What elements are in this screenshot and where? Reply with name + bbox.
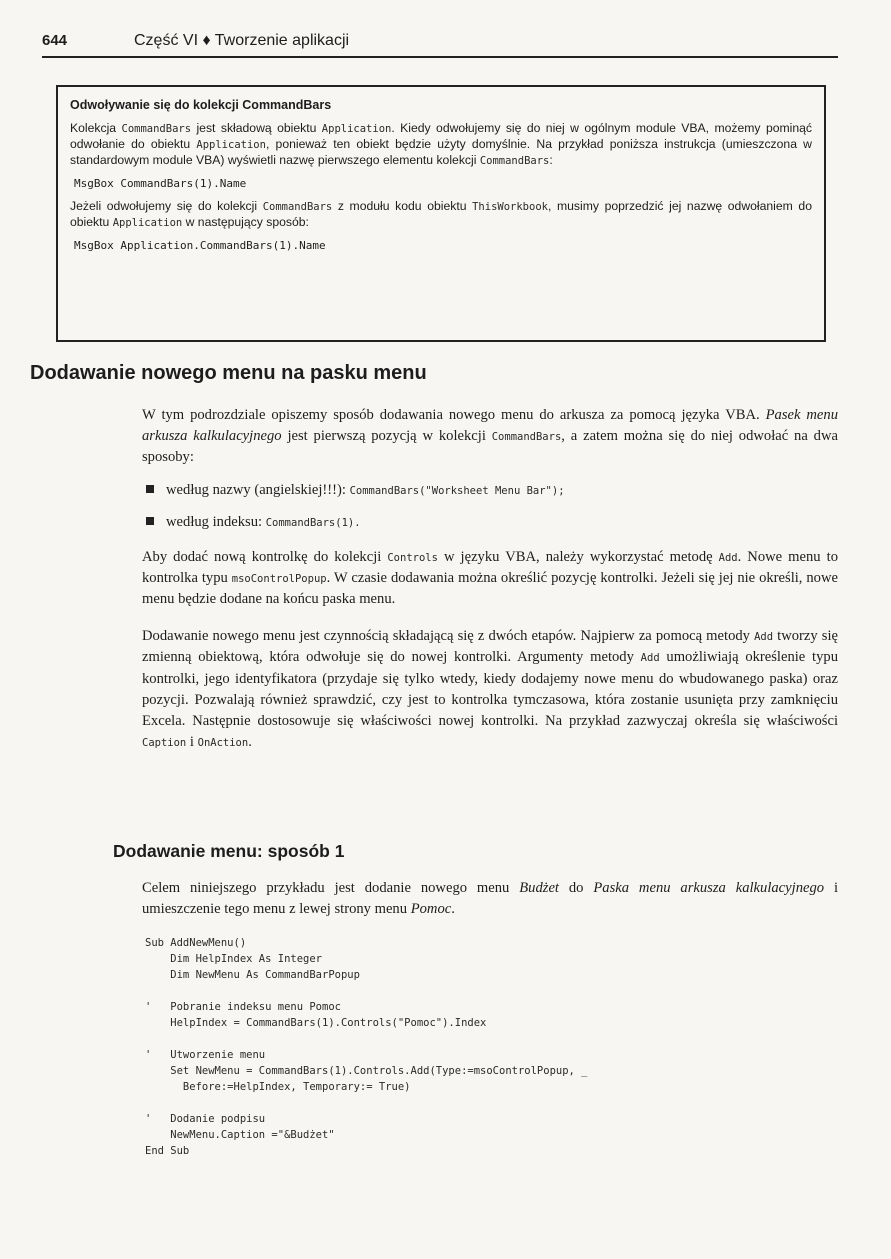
emphasis-text: Paska menu arkusza kalkulacyjnego xyxy=(593,880,825,896)
inline-code: Caption xyxy=(142,737,187,750)
text-run: , musimy poprzedzić jej nazwę odwołaniem do obiektu xyxy=(70,199,812,229)
text-run: Celem niniejszego przykładu jest dodanie nowego menu xyxy=(142,880,520,896)
text-run: jest składową obiektu xyxy=(191,121,322,136)
subsection-heading: Dodawanie menu: sposób 1 xyxy=(113,841,345,861)
sidebar-box xyxy=(56,85,826,342)
subsection-intro xyxy=(142,878,838,920)
text-run: jest pierwszą pozycją w kolekcji xyxy=(281,428,492,445)
section-body xyxy=(142,405,838,769)
inline-code: Application xyxy=(196,139,266,152)
text-run: . Kiedy odwołujemy się do niej w ogólnym module VBA, możemy pominąć odwołanie do obiektu xyxy=(70,121,813,152)
code-line: Sub AddNewMenu() xyxy=(145,937,247,949)
text-run: w następujący sposób: xyxy=(182,214,309,229)
inline-code: OnAction xyxy=(197,737,249,750)
bullet-text: według nazwy (angielskiej!!!): xyxy=(166,482,350,499)
running-title: Część VI ♦ Tworzenie aplikacji xyxy=(134,32,350,49)
emphasis-text: Pomoc xyxy=(410,901,452,918)
bullet-text: według indeksu: xyxy=(166,513,266,530)
text-run: . Nowe menu to kontrolka typu xyxy=(142,548,838,586)
text-run: . xyxy=(248,734,252,751)
section-paragraph-3 xyxy=(142,626,838,753)
code-line: NewMenu.Caption ="&Budżet" xyxy=(145,1129,335,1141)
code-line: Set NewMenu = CommandBars(1).Controls.Add(Type:=msoControlPopup, _ xyxy=(145,1065,588,1077)
sidebar-title: Odwoływanie się do kolekcji CommandBars xyxy=(70,98,332,112)
sidebar-paragraph-2 xyxy=(70,199,812,231)
inline-code: ThisWorkbook xyxy=(472,201,548,214)
emphasis-text: Pasek menu arkusza kalkulacyjnego xyxy=(142,407,839,445)
inline-code: CommandBars xyxy=(262,201,333,214)
sidebar-code-1: MsgBox CommandBars(1).Name xyxy=(74,176,247,190)
text-run: Aby dodać nową kontrolkę do kolekcji xyxy=(142,548,388,565)
inline-code: Application xyxy=(321,123,392,136)
code-line: ' Dodanie podpisu xyxy=(145,1113,266,1125)
text-run: . W czasie dodawania można określić pozycję kontrolki. Jeżeli się jej nie określi, nowe menu będzie dodane na końcu paska menu. xyxy=(142,569,838,608)
text-run: Dodawanie nowego menu jest czynnością składającą się z dwóch etapów. Najpierw za pomocą metody xyxy=(142,628,755,645)
section-paragraph-1 xyxy=(142,405,838,468)
bullet-item xyxy=(146,512,838,533)
sidebar-paragraph-1 xyxy=(70,121,812,169)
text-run: Jeżeli odwołujemy się do kolekcji xyxy=(70,199,263,214)
text-run: , a zatem można się do niej odwołać na dwa sposoby: xyxy=(142,428,838,466)
text-run: . xyxy=(451,901,455,918)
bullet-code: CommandBars(1). xyxy=(265,516,361,529)
code-line: End Sub xyxy=(145,1145,190,1157)
code-line: Before:=HelpIndex, Temporary:= True) xyxy=(145,1081,411,1093)
inline-code: Add xyxy=(640,652,660,665)
text-run: do xyxy=(558,880,594,896)
text-run: tworzy się zmienną obiektową, która odwołuje się do nowej kontrolki. Argumenty metody xyxy=(142,628,838,666)
page-number: 644 xyxy=(42,32,68,49)
page-header xyxy=(42,30,838,60)
inline-code: Add xyxy=(754,631,774,644)
text-run: w języku VBA, należy wykorzystać metodę xyxy=(437,548,719,565)
code-listing xyxy=(145,935,588,1159)
inline-code: Add xyxy=(718,551,738,564)
emphasis-text: Budżet xyxy=(519,880,559,896)
text-run: Kolekcja xyxy=(70,121,122,136)
header-rule xyxy=(42,56,838,58)
sidebar-code-2: MsgBox Application.CommandBars(1).Name xyxy=(74,238,326,252)
inline-code: CommandBars xyxy=(491,431,562,444)
code-line: Dim HelpIndex As Integer xyxy=(145,953,323,965)
text-run: , ponieważ ten obiekt będzie użyty domyślnie. Na przykład poniższa instrukcja (umieszczona w standardowym module VBA) wyświetli nazwę pierwszego elementu kolekcji xyxy=(70,137,812,167)
code-line: Dim NewMenu As CommandBarPopup xyxy=(145,969,360,981)
text-run: i umieszczenie tego menu z lewej strony menu xyxy=(142,880,839,918)
section-heading: Dodawanie nowego menu na pasku menu xyxy=(30,362,427,384)
code-line: ' Utworzenie menu xyxy=(145,1049,266,1061)
text-run: z modułu kodu obiektu xyxy=(332,199,473,214)
text-run: W tym podrozdziale opiszemy sposób dodawania nowego menu do arkusza za pomocą języka VBA. xyxy=(142,407,766,423)
section-paragraph-2 xyxy=(142,547,838,610)
code-line: ' Pobranie indeksu menu Pomoc xyxy=(145,1001,341,1013)
inline-code: CommandBars xyxy=(121,123,192,136)
code-line: HelpIndex = CommandBars(1).Controls("Pomoc").Index xyxy=(145,1017,487,1029)
bullet-list xyxy=(146,480,838,532)
inline-code: CommandBars xyxy=(479,154,550,167)
inline-code: msoControlPopup xyxy=(231,572,327,585)
bullet-code: CommandBars("Worksheet Menu Bar"); xyxy=(349,485,565,498)
inline-code: Application xyxy=(112,216,183,229)
bullet-item xyxy=(146,480,838,501)
text-run: i xyxy=(186,734,198,751)
text-run: : xyxy=(549,152,553,167)
inline-code: Controls xyxy=(387,551,438,564)
text-run: umożliwiają określenie typu kontrolki, jego identyfikatora (przydaje się tylko wtedy, kiedy dodajemy nowe menu do wbudowanego paska) oraz pozycji. Pozwalają również sprawdzić, czy jest to kontrolka tymczasowa, która zostanie usunięta przy zamknięciu Excela. Następnie dostosowuje się właściwości nowej kontrolki. Na przykład zazwyczaj określa się właściwości xyxy=(142,649,838,729)
